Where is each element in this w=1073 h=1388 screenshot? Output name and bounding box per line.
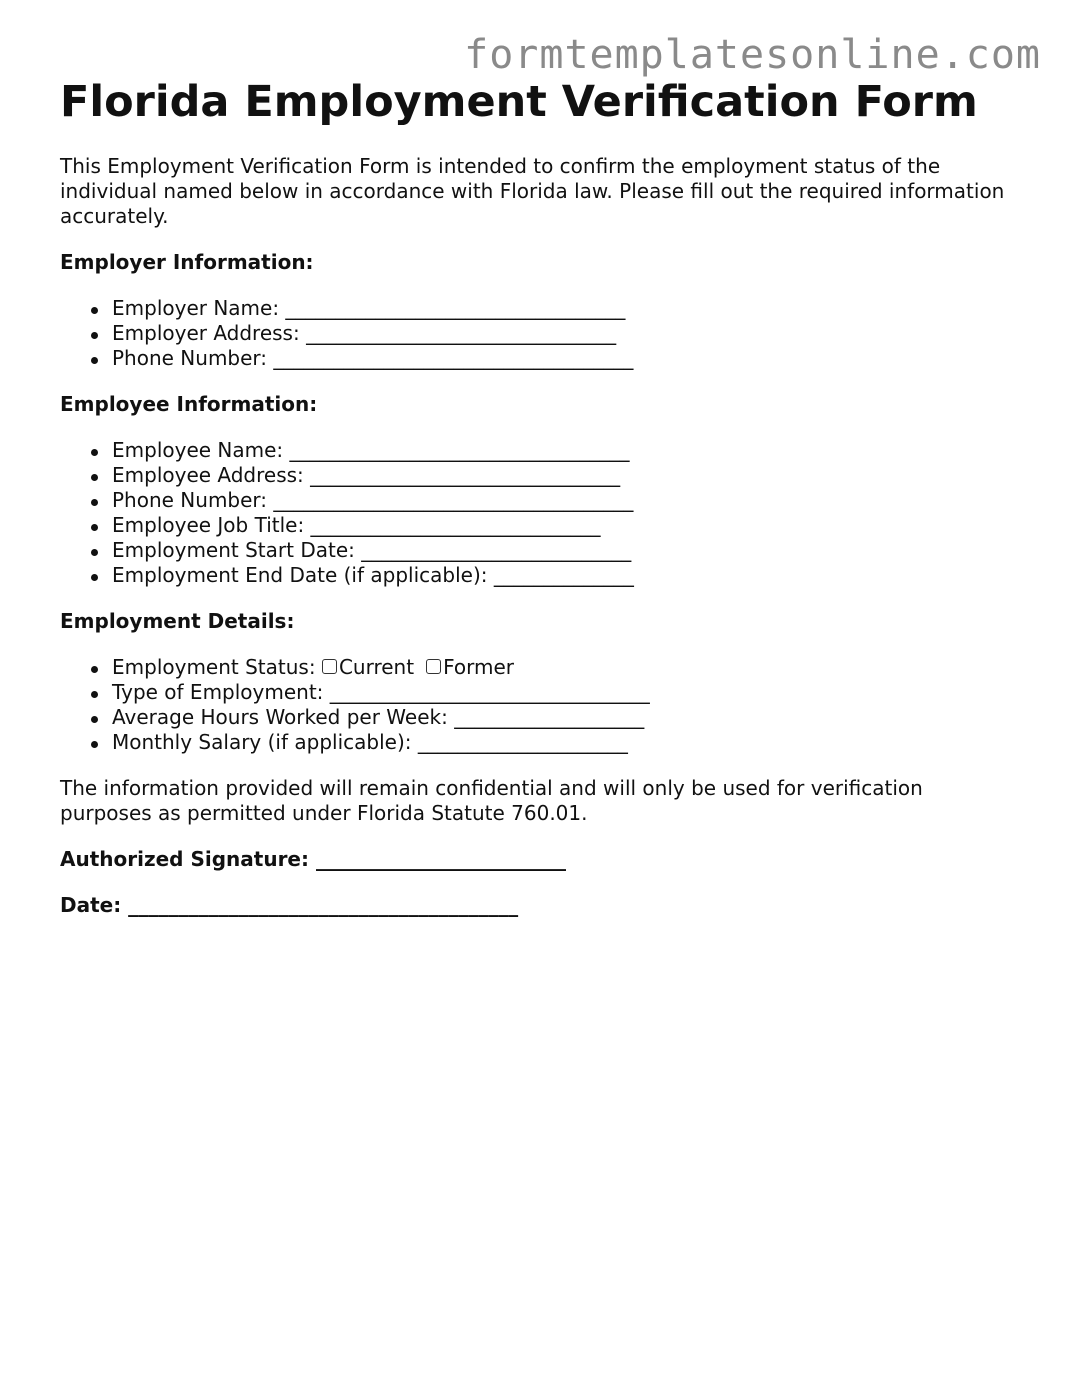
form-page bbox=[60, 76, 1020, 918]
employment-field-list bbox=[60, 655, 1020, 755]
employer-section-heading: Employer Information: bbox=[60, 250, 314, 274]
former-option-label: Former bbox=[443, 655, 514, 679]
employee-job-title-field[interactable]: Employee Job Title: _____________________________ bbox=[112, 513, 1020, 538]
employee-field-list bbox=[60, 438, 1020, 588]
authorized-signature-field[interactable]: Authorized Signature: _________________________ bbox=[60, 847, 566, 871]
average-hours-field[interactable]: Average Hours Worked per Week: ___________________ bbox=[112, 705, 1020, 730]
employee-section-heading: Employee Information: bbox=[60, 392, 318, 416]
employment-status-label: Employment Status: bbox=[112, 655, 316, 679]
employee-name-field[interactable]: Employee Name: __________________________________ bbox=[112, 438, 1020, 463]
current-checkbox[interactable] bbox=[322, 659, 337, 674]
current-option-label: Current bbox=[338, 655, 415, 679]
intro-paragraph: This Employment Verification Form is intended to confirm the employment status of the individual named below in accordance with Florida law. Please fill out the required information accurately. bbox=[60, 154, 1005, 228]
former-checkbox[interactable] bbox=[426, 659, 441, 674]
confidentiality-paragraph: The information provided will remain confidential and will only be used for verification purposes as permitted under Florida Statute 760.01. bbox=[60, 776, 923, 825]
employer-address-field[interactable]: Employer Address: _______________________________ bbox=[112, 321, 1020, 346]
monthly-salary-field[interactable]: Monthly Salary (if applicable): _____________________ bbox=[112, 730, 1020, 755]
watermark: formtemplatesonline.com bbox=[464, 32, 1041, 78]
employee-phone-field[interactable]: Phone Number: ____________________________________ bbox=[112, 488, 1020, 513]
employer-field-list bbox=[60, 296, 1020, 371]
employer-phone-field[interactable]: Phone Number: ____________________________________ bbox=[112, 346, 1020, 371]
employment-end-date-field[interactable]: Employment End Date (if applicable): ______________ bbox=[112, 563, 1020, 588]
date-field[interactable]: Date: _______________________________________ bbox=[60, 893, 519, 917]
status-option-current[interactable] bbox=[322, 655, 414, 679]
employer-name-field[interactable]: Employer Name: __________________________________ bbox=[112, 296, 1020, 321]
employee-address-field[interactable]: Employee Address: _______________________________ bbox=[112, 463, 1020, 488]
employment-section-heading: Employment Details: bbox=[60, 609, 295, 633]
page-title: Florida Employment Verification Form bbox=[60, 77, 978, 127]
status-option-former[interactable] bbox=[426, 655, 514, 679]
employment-type-field[interactable]: Type of Employment: ________________________________ bbox=[112, 680, 1020, 705]
employment-start-date-field[interactable]: Employment Start Date: ___________________________ bbox=[112, 538, 1020, 563]
employment-status-row bbox=[112, 655, 1020, 680]
